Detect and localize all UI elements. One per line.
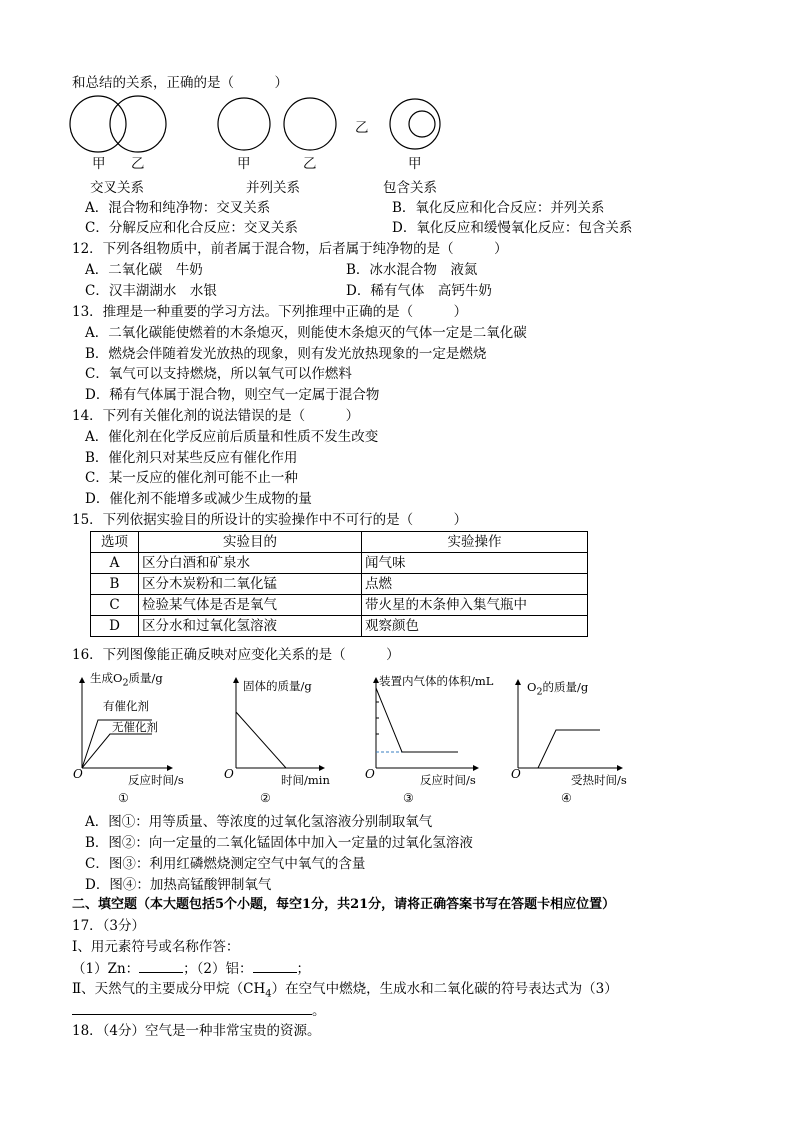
q16-option-a: A．图①：用等质量、等浓度的过氧化氢溶液分别制取氧气 <box>85 814 433 830</box>
graph-2-ylabel: 固体的质量/g <box>243 679 312 693</box>
graph-4-ylabel-pre: O <box>527 680 537 694</box>
table-row <box>91 595 588 616</box>
graph-4-number: ④ <box>561 791 572 805</box>
table-cell: C <box>91 595 139 616</box>
q12-option-c: C．汉丰湖湖水 水银 <box>85 283 217 299</box>
venn-parallel-circle-a <box>218 98 270 150</box>
q17-blank3-end: 。 <box>312 1003 326 1019</box>
graph-4-xlabel: 受热时间/s <box>571 773 627 787</box>
q17-part2-sub: 4 <box>265 988 272 1000</box>
venn-parallel-circle-b <box>284 98 336 150</box>
q12-stem: 12．下列各组物质中，前者属于混合物，后者属于纯净物的是（ ） <box>72 241 508 257</box>
graph-1-ylabel <box>90 670 163 688</box>
graph-3-xlabel: 反应时间/s <box>420 773 476 787</box>
q17-blank1-prefix: （1）Zn： <box>72 961 140 977</box>
q17-blank3-line <box>72 1000 326 1021</box>
table-cell: 带火星的木条伸入集气瓶中 <box>362 595 588 616</box>
graph-3-curve <box>376 688 458 752</box>
q16-stem: 16．下列图像能正确反映对应变化关系的是（ ） <box>72 647 400 663</box>
venn-cross-label-yi: 乙 <box>131 156 145 172</box>
table-cell: 区分白酒和矿泉水 <box>139 553 362 574</box>
graph-1-curve1-label: 有催化剂 <box>103 699 149 713</box>
venn-parallel-label-yi: 乙 <box>303 156 317 172</box>
graph-1-number: ① <box>118 791 129 805</box>
table-cell: A <box>91 553 139 574</box>
q11-option-a: A．混合物和纯净物：交叉关系 <box>85 200 271 216</box>
table-cell: 检验某气体是否是氧气 <box>139 595 362 616</box>
graph-1-ylabel-sub: 2 <box>122 677 129 689</box>
q17-blank2-suffix: ； <box>296 961 311 977</box>
q17-part2-pre: Ⅱ、天然气的主要成分甲烷（CH <box>72 981 266 997</box>
table-cell: 闻气味 <box>362 553 588 574</box>
venn-parallel-caption: 并列关系 <box>246 180 300 196</box>
venn-diagrams <box>60 95 680 195</box>
venn-contain-outer <box>390 99 440 149</box>
graph-3-ylabel: 装置内气体的体积/mL <box>379 674 494 688</box>
table-cell: 点燃 <box>362 574 588 595</box>
graph-4-ylabel-sub: 2 <box>536 686 543 698</box>
venn-contain-inner-label: 乙 <box>355 120 369 136</box>
experiment-table <box>90 531 588 637</box>
q16-option-c: C．图③：利用红磷燃烧测定空气中氧气的含量 <box>85 856 366 872</box>
q14-option-c: C．某一反应的催化剂可能不止一种 <box>85 470 298 486</box>
q18-head: 18．（4分）空气是一种非常宝贵的资源。 <box>72 1023 321 1039</box>
q13-option-d: D．稀有气体属于混合物，则空气一定属于混合物 <box>85 387 380 403</box>
q12-option-d: D．稀有气体 高钙牛奶 <box>346 283 492 299</box>
q17-head: 17．（3分） <box>72 918 146 934</box>
table-cell: 观察颜色 <box>362 616 588 637</box>
section-2-title: 二、填空题（本大题包括5个小题，每空1分，共21分，请将正确答案书写在答题卡相应位置） <box>72 897 616 912</box>
venn-cross-label-jia: 甲 <box>92 156 106 172</box>
graph-3-number: ③ <box>403 791 414 805</box>
q11-option-c: C．分解反应和化合反应：交叉关系 <box>85 220 298 236</box>
q17-blank-3[interactable] <box>72 1000 312 1015</box>
q11-option-d: D．氧化反应和缓慢氧化反应：包含关系 <box>392 220 633 236</box>
table-row <box>91 553 588 574</box>
q17-blank2-prefix: ；（2）铝： <box>183 961 253 977</box>
graph-1-xlabel: 反应时间/s <box>128 773 184 787</box>
q12-option-a: A．二氧化碳 牛奶 <box>85 262 203 278</box>
q17-blank-2[interactable] <box>253 958 297 973</box>
graph-2-origin: O <box>224 767 234 781</box>
venn-contain-label-jia: 甲 <box>408 156 422 172</box>
q17-blanks-line <box>72 958 310 979</box>
q16-option-d: D．图④：加热高锰酸钾制氧气 <box>85 877 272 893</box>
graph-3 <box>376 678 478 768</box>
table-header-cell: 选项 <box>91 532 139 553</box>
venn-cross-circle-b <box>110 96 166 152</box>
table-header-cell: 实验操作 <box>362 532 588 553</box>
q14-option-b: B．催化剂只对某些反应有催化作用 <box>85 450 298 466</box>
q13-option-b: B．燃烧会伴随着发光放热的现象，则有发光放热现象的一定是燃烧 <box>85 346 487 362</box>
graph-3-origin: O <box>365 767 375 781</box>
graph-1-ylabel-post: 质量/g <box>128 671 163 685</box>
graph-2-xlabel: 时间/min <box>281 773 330 787</box>
q11-stem: 和总结的关系，正确的是（ ） <box>72 75 288 91</box>
table-row <box>91 574 588 595</box>
graph-1-ylabel-pre: 生成O <box>90 671 123 685</box>
table-row <box>91 616 588 637</box>
graph-1-origin: O <box>73 767 83 781</box>
graph-1-curve-nocatalyst <box>82 734 152 768</box>
q15-stem: 15．下列依据实验目的所设计的实验操作中不可行的是（ ） <box>72 512 468 528</box>
graph-4-ylabel <box>527 679 588 697</box>
q13-option-a: A．二氧化碳能使燃着的木条熄灭，则能使木条熄灭的气体一定是二氧化碳 <box>85 325 527 341</box>
q14-option-d: D．催化剂不能增多或减少生成物的量 <box>85 491 312 507</box>
table-cell: B <box>91 574 139 595</box>
q17-part1: Ⅰ、用元素符号或名称作答： <box>72 939 240 955</box>
table-header-row <box>91 532 588 553</box>
venn-contain-caption: 包含关系 <box>383 180 437 196</box>
graph-2-number: ② <box>260 791 271 805</box>
q11-option-b: B．氧化反应和化合反应：并列关系 <box>392 200 605 216</box>
graph-2-curve <box>236 712 286 768</box>
graph-4-ylabel-post: 的质量/g <box>542 680 589 694</box>
q17-part2-post: ）在空气中燃烧，生成水和二氧化碳的符号表达式为（3） <box>271 981 618 997</box>
q14-option-a: A．催化剂在化学反应前后质量和性质不发生改变 <box>85 429 379 445</box>
table-cell: 区分木炭粉和二氧化锰 <box>139 574 362 595</box>
q12-option-b: B．冰水混合物 液氮 <box>346 262 478 278</box>
venn-cross-caption: 交叉关系 <box>90 180 144 196</box>
table-header-cell: 实验目的 <box>139 532 362 553</box>
q17-blank-1[interactable] <box>139 958 183 973</box>
q13-stem: 13．推理是一种重要的学习方法。下列推理中正确的是（ ） <box>72 304 468 320</box>
graph-4-curve <box>538 730 600 768</box>
table-cell: D <box>91 616 139 637</box>
q16-option-b: B．图②：向一定量的二氧化锰固体中加入一定量的过氧化氢溶液 <box>85 835 473 851</box>
graph-4-origin: O <box>511 767 521 781</box>
venn-contain-inner <box>409 111 435 137</box>
q13-option-c: C．氧气可以支持燃烧，所以氧气可以作燃料 <box>85 366 352 382</box>
venn-parallel-label-jia: 甲 <box>237 156 251 172</box>
q14-stem: 14．下列有关催化剂的说法错误的是（ ） <box>72 408 360 424</box>
graph-1-curve2-label: 无催化剂 <box>112 720 158 734</box>
table-cell: 区分水和过氧化氢溶液 <box>139 616 362 637</box>
